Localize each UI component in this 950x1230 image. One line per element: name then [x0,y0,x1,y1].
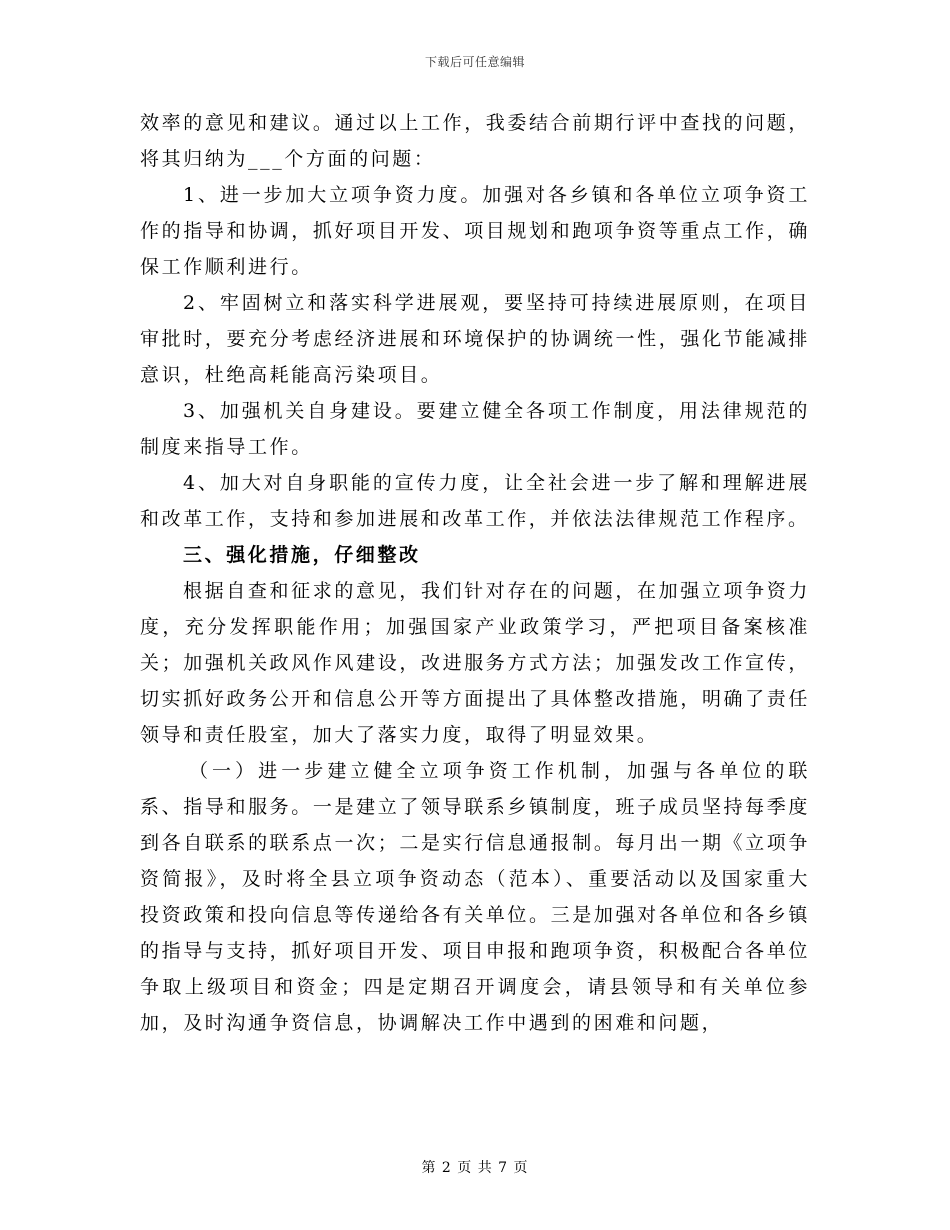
section-heading: 三、强化措施，仔细整改 [183,544,421,566]
page-number: 第 2 页 共 7 页 [421,1160,529,1176]
paragraph-item-2: 2、牢固树立和落实科学进展观，要坚持可持续进展原则，在项目审批时，要充分考虑经济进展和环境保护的协调统一性，强化节能减排意识，杜绝高耗能高污染项目。 [140,292,810,386]
paragraph-subsection-1: （一）进一步建立健全立项争资工作机制，加强与各单位的联系、指导和服务。一是建立了领导联系乡镇制度，班子成员坚持每季度到各自联系的联系点一次；二是实行信息通报制。每月出一期《立项争资简报》，及时将全县立项争资动态（范本）、重要活动以及国家重大投资政策和投向信息等传递给各有关单位。三是加强对各单位和各乡镇的指导与支持，抓好项目开发、项目申报和跑项争资，积极配合各单位争取上级项目和资金；四是定期召开调度会，请县领导和有关单位参加，及时沟通争资信息，协调解决工作中遇到的困难和问题， [140,760,810,1034]
header-note: 下载后可任意编辑 [424,55,525,69]
paragraph-continuation: 效率的意见和建议。通过以上工作，我委结合前期行评中查找的问题，将其归纳为___个方面的问题： [140,112,810,170]
document-body [140,105,810,1041]
paragraph-section-intro: 根据自查和征求的意见，我们针对存在的问题，在加强立项争资力度，充分发挥职能作用；加强国家产业政策学习，严把项目备案核准关；加强机关政风作风建设，改进服务方式方法；加强发改工作宣传，切实抓好政务公开和信息公开等方面提出了具体整改措施，明确了责任领导和责任股室，加大了落实力度，取得了明显效果。 [140,580,810,746]
paragraph-item-1: 1、进一步加大立项争资力度。加强对各乡镇和各单位立项争资工作的指导和协调，抓好项目开发、项目规划和跑项争资等重点工作，确保工作顺利进行。 [140,184,810,278]
paragraph-item-3: 3、加强机关自身建设。要建立健全各项工作制度，用法律规范的制度来指导工作。 [140,400,810,458]
paragraph-item-4: 4、加大对自身职能的宣传力度，让全社会进一步了解和理解进展和改革工作，支持和参加进展和改革工作，并依法法律规范工作程序。 [140,472,810,530]
